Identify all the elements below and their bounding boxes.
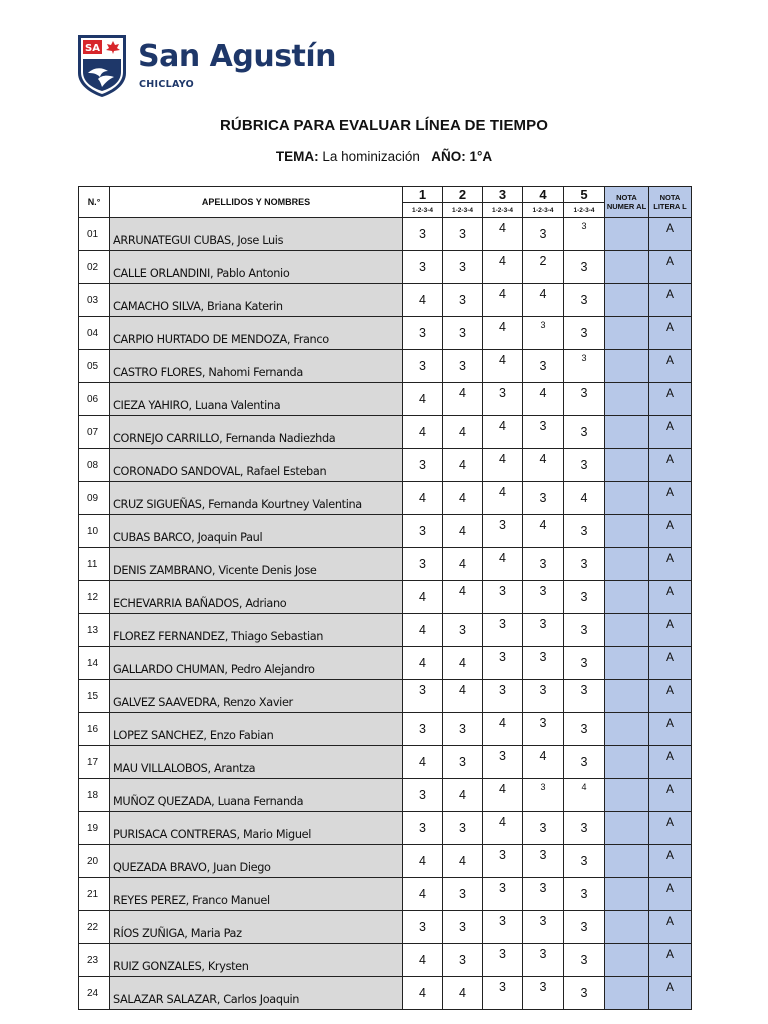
score-cell: 3: [564, 746, 605, 779]
nota-literal-cell: A: [649, 911, 692, 944]
score-cell: 4: [523, 515, 564, 548]
header-scale: 1-2-3-4: [403, 203, 443, 218]
student-name: DENIS ZAMBRANO, Vicente Denis Jose: [110, 548, 403, 581]
score-cell: 3: [483, 647, 523, 680]
row-number: 15: [79, 680, 110, 713]
score-cell: 3: [403, 911, 443, 944]
nota-literal-cell: A: [649, 251, 692, 284]
score-cell: 3: [483, 977, 523, 1010]
row-number: 21: [79, 878, 110, 911]
score-cell: 3: [564, 680, 605, 713]
score-cell: 4: [443, 581, 483, 614]
score-cell: 3: [564, 548, 605, 581]
header-criterion: 5: [564, 187, 605, 203]
score-cell: 3: [483, 878, 523, 911]
score-cell: 3: [564, 515, 605, 548]
rubric-body: [79, 218, 692, 1010]
student-name: LOPEZ SANCHEZ, Enzo Fabian: [110, 713, 403, 746]
nota-literal-cell: A: [649, 713, 692, 746]
table-row: [79, 713, 692, 746]
score-cell: 3: [564, 218, 605, 251]
nota-numeral-cell: [605, 350, 649, 383]
nota-numeral-cell: [605, 251, 649, 284]
table-row: [79, 647, 692, 680]
table-row: [79, 812, 692, 845]
score-cell: 4: [403, 647, 443, 680]
table-row: [79, 449, 692, 482]
score-cell: 3: [564, 449, 605, 482]
score-cell: 3: [443, 812, 483, 845]
score-cell: 3: [564, 581, 605, 614]
score-cell: 4: [403, 284, 443, 317]
score-cell: 4: [523, 383, 564, 416]
table-row: [79, 515, 692, 548]
nota-numeral-cell: [605, 449, 649, 482]
student-name: CARPIO HURTADO DE MENDOZA, Franco: [110, 317, 403, 350]
anio-label: AÑO:: [431, 149, 466, 164]
row-number: 18: [79, 779, 110, 812]
score-cell: 3: [403, 680, 443, 713]
nota-numeral-cell: [605, 746, 649, 779]
nota-numeral-cell: [605, 944, 649, 977]
header-criterion: 4: [523, 187, 564, 203]
score-cell: 4: [523, 449, 564, 482]
score-cell: 3: [564, 251, 605, 284]
score-cell: 3: [483, 911, 523, 944]
table-row: [79, 416, 692, 449]
table-row: [79, 548, 692, 581]
shield-icon: [76, 33, 128, 99]
score-cell: 3: [564, 812, 605, 845]
score-cell: 3: [483, 383, 523, 416]
score-cell: 3: [564, 284, 605, 317]
nota-numeral-cell: [605, 581, 649, 614]
table-row: [79, 284, 692, 317]
score-cell: 3: [443, 317, 483, 350]
score-cell: 3: [564, 416, 605, 449]
nota-numeral-cell: [605, 284, 649, 317]
header-nota-numeral: NOTA NUMER AL: [605, 187, 649, 218]
row-number: 06: [79, 383, 110, 416]
student-name: MAU VILLALOBOS, Arantza: [110, 746, 403, 779]
nota-literal-cell: A: [649, 779, 692, 812]
student-name: CRUZ SIGUEÑAS, Fernanda Kourtney Valentina: [110, 482, 403, 515]
score-cell: 3: [523, 416, 564, 449]
nota-literal-cell: A: [649, 284, 692, 317]
student-name: RÍOS ZUÑIGA, Maria Paz: [110, 911, 403, 944]
score-cell: 3: [564, 878, 605, 911]
score-cell: 3: [403, 449, 443, 482]
score-cell: 3: [443, 350, 483, 383]
score-cell: 3: [523, 911, 564, 944]
score-cell: 3: [483, 680, 523, 713]
header-scale: 1-2-3-4: [564, 203, 605, 218]
score-cell: 3: [523, 944, 564, 977]
score-cell: 4: [443, 680, 483, 713]
table-row: [79, 581, 692, 614]
score-cell: 3: [523, 845, 564, 878]
score-cell: 3: [403, 548, 443, 581]
score-cell: 4: [483, 218, 523, 251]
score-cell: 3: [443, 713, 483, 746]
score-cell: 4: [443, 416, 483, 449]
student-name: SALAZAR SALAZAR, Carlos Joaquin: [110, 977, 403, 1010]
table-row: [79, 878, 692, 911]
score-cell: 4: [483, 548, 523, 581]
nota-literal-cell: A: [649, 944, 692, 977]
tema-value: La hominización: [322, 149, 420, 164]
score-cell: 3: [483, 944, 523, 977]
score-cell: 3: [403, 515, 443, 548]
score-cell: 4: [483, 317, 523, 350]
score-cell: 4: [443, 845, 483, 878]
score-cell: 4: [403, 383, 443, 416]
score-cell: 3: [483, 581, 523, 614]
score-cell: 4: [483, 812, 523, 845]
score-cell: 4: [523, 746, 564, 779]
row-number: 17: [79, 746, 110, 779]
header-no: N.°: [79, 187, 110, 218]
nota-numeral-cell: [605, 779, 649, 812]
score-cell: 4: [443, 482, 483, 515]
score-cell: 3: [523, 218, 564, 251]
score-cell: 3: [523, 977, 564, 1010]
student-name: CORONADO SANDOVAL, Rafael Esteban: [110, 449, 403, 482]
document-subtitle: [0, 149, 768, 164]
nota-numeral-cell: [605, 383, 649, 416]
table-row: [79, 482, 692, 515]
table-row: [79, 845, 692, 878]
score-cell: 3: [523, 317, 564, 350]
student-name: CALLE ORLANDINI, Pablo Antonio: [110, 251, 403, 284]
score-cell: 3: [564, 350, 605, 383]
row-number: 02: [79, 251, 110, 284]
score-cell: 4: [403, 614, 443, 647]
student-name: CUBAS BARCO, Joaquin Paul: [110, 515, 403, 548]
score-cell: 3: [523, 482, 564, 515]
nota-numeral-cell: [605, 713, 649, 746]
table-row: [79, 680, 692, 713]
table-row: [79, 614, 692, 647]
nota-numeral-cell: [605, 911, 649, 944]
row-number: 22: [79, 911, 110, 944]
student-name: ECHEVARRIA BAÑADOS, Adriano: [110, 581, 403, 614]
score-cell: 4: [403, 746, 443, 779]
score-cell: 3: [564, 647, 605, 680]
score-cell: 3: [523, 350, 564, 383]
score-cell: 3: [403, 779, 443, 812]
score-cell: 3: [523, 680, 564, 713]
score-cell: 3: [443, 944, 483, 977]
student-name: CORNEJO CARRILLO, Fernanda Nadiezhda: [110, 416, 403, 449]
nota-literal-cell: A: [649, 614, 692, 647]
row-number: 11: [79, 548, 110, 581]
score-cell: 4: [483, 416, 523, 449]
score-cell: 3: [443, 284, 483, 317]
nota-numeral-cell: [605, 878, 649, 911]
score-cell: 3: [443, 251, 483, 284]
score-cell: 3: [564, 383, 605, 416]
table-row: [79, 251, 692, 284]
row-number: 14: [79, 647, 110, 680]
nota-literal-cell: A: [649, 680, 692, 713]
row-number: 04: [79, 317, 110, 350]
tema-label: TEMA:: [275, 149, 319, 164]
nota-literal-cell: A: [649, 350, 692, 383]
score-cell: 4: [403, 845, 443, 878]
student-name: CASTRO FLORES, Nahomi Fernanda: [110, 350, 403, 383]
nota-literal-cell: A: [649, 317, 692, 350]
score-cell: 3: [403, 812, 443, 845]
score-cell: 3: [523, 812, 564, 845]
row-number: 16: [79, 713, 110, 746]
score-cell: 4: [443, 449, 483, 482]
score-cell: 2: [523, 251, 564, 284]
nota-numeral-cell: [605, 515, 649, 548]
row-number: 07: [79, 416, 110, 449]
school-logo: [76, 33, 337, 99]
nota-numeral-cell: [605, 680, 649, 713]
rubric-table: [78, 186, 692, 1010]
score-cell: 4: [443, 647, 483, 680]
header-criterion: 2: [443, 187, 483, 203]
score-cell: 3: [523, 548, 564, 581]
score-cell: 4: [403, 944, 443, 977]
nota-literal-cell: A: [649, 581, 692, 614]
brand-name: San Agustín: [138, 39, 337, 74]
table-row: [79, 218, 692, 251]
row-number: 01: [79, 218, 110, 251]
score-cell: 4: [443, 383, 483, 416]
score-cell: 4: [564, 779, 605, 812]
score-cell: 3: [523, 713, 564, 746]
row-number: 13: [79, 614, 110, 647]
nota-literal-cell: A: [649, 812, 692, 845]
student-name: CIEZA YAHIRO, Luana Valentina: [110, 383, 403, 416]
score-cell: 3: [523, 779, 564, 812]
row-number: 19: [79, 812, 110, 845]
score-cell: 4: [483, 779, 523, 812]
score-cell: 4: [564, 482, 605, 515]
student-name: GALLARDO CHUMAN, Pedro Alejandro: [110, 647, 403, 680]
nota-literal-cell: A: [649, 449, 692, 482]
table-row: [79, 911, 692, 944]
student-name: PURISACA CONTRERAS, Mario Miguel: [110, 812, 403, 845]
header-criterion: 3: [483, 187, 523, 203]
score-cell: 3: [403, 218, 443, 251]
score-cell: 4: [483, 713, 523, 746]
score-cell: 3: [403, 713, 443, 746]
row-number: 12: [79, 581, 110, 614]
student-name: ARRUNATEGUI CUBAS, Jose Luis: [110, 218, 403, 251]
score-cell: 4: [403, 482, 443, 515]
nota-numeral-cell: [605, 416, 649, 449]
nota-literal-cell: A: [649, 878, 692, 911]
nota-literal-cell: A: [649, 515, 692, 548]
score-cell: 3: [403, 317, 443, 350]
score-cell: 4: [403, 581, 443, 614]
nota-numeral-cell: [605, 845, 649, 878]
student-name: MUÑOZ QUEZADA, Luana Fernanda: [110, 779, 403, 812]
score-cell: 4: [483, 284, 523, 317]
row-number: 23: [79, 944, 110, 977]
score-cell: 3: [483, 614, 523, 647]
score-cell: 3: [443, 218, 483, 251]
row-number: 10: [79, 515, 110, 548]
student-name: REYES PEREZ, Franco Manuel: [110, 878, 403, 911]
score-cell: 3: [443, 746, 483, 779]
score-cell: 3: [564, 713, 605, 746]
table-row: [79, 977, 692, 1010]
score-cell: 3: [443, 911, 483, 944]
header-criterion: 1: [403, 187, 443, 203]
score-cell: 3: [523, 581, 564, 614]
score-cell: 4: [483, 482, 523, 515]
header-nota-literal: NOTA LITERA L: [649, 187, 692, 218]
student-name: FLOREZ FERNANDEZ, Thiago Sebastian: [110, 614, 403, 647]
nota-numeral-cell: [605, 614, 649, 647]
score-cell: 3: [483, 515, 523, 548]
score-cell: 3: [564, 317, 605, 350]
student-name: CAMACHO SILVA, Briana Katerin: [110, 284, 403, 317]
score-cell: 3: [443, 878, 483, 911]
score-cell: 4: [483, 449, 523, 482]
table-row: [79, 350, 692, 383]
score-cell: 3: [403, 350, 443, 383]
nota-literal-cell: A: [649, 548, 692, 581]
row-number: 20: [79, 845, 110, 878]
nota-literal-cell: A: [649, 218, 692, 251]
nota-literal-cell: A: [649, 845, 692, 878]
row-number: 09: [79, 482, 110, 515]
score-cell: 3: [564, 944, 605, 977]
row-number: 05: [79, 350, 110, 383]
score-cell: 3: [443, 614, 483, 647]
score-cell: 3: [483, 746, 523, 779]
score-cell: 3: [523, 878, 564, 911]
score-cell: 3: [564, 977, 605, 1010]
score-cell: 4: [483, 251, 523, 284]
nota-literal-cell: A: [649, 647, 692, 680]
table-row: [79, 383, 692, 416]
score-cell: 4: [443, 548, 483, 581]
student-name: RUIZ GONZALES, Krysten: [110, 944, 403, 977]
nota-numeral-cell: [605, 548, 649, 581]
nota-numeral-cell: [605, 317, 649, 350]
row-number: 03: [79, 284, 110, 317]
nota-literal-cell: A: [649, 977, 692, 1010]
score-cell: 4: [483, 350, 523, 383]
nota-literal-cell: A: [649, 416, 692, 449]
nota-numeral-cell: [605, 977, 649, 1010]
table-row: [79, 779, 692, 812]
row-number: 08: [79, 449, 110, 482]
header-name: APELLIDOS Y NOMBRES: [110, 187, 403, 218]
table-row: [79, 944, 692, 977]
brand-city: CHICLAYO: [139, 79, 194, 90]
score-cell: 3: [523, 614, 564, 647]
score-cell: 4: [403, 416, 443, 449]
score-cell: 3: [483, 845, 523, 878]
nota-literal-cell: A: [649, 482, 692, 515]
student-name: GALVEZ SAAVEDRA, Renzo Xavier: [110, 680, 403, 713]
header-scale: 1-2-3-4: [523, 203, 564, 218]
score-cell: 3: [564, 614, 605, 647]
header-scale: 1-2-3-4: [443, 203, 483, 218]
score-cell: 4: [523, 284, 564, 317]
student-name: QUEZADA BRAVO, Juan Diego: [110, 845, 403, 878]
score-cell: 4: [443, 977, 483, 1010]
nota-literal-cell: A: [649, 746, 692, 779]
nota-numeral-cell: [605, 218, 649, 251]
table-row: [79, 746, 692, 779]
header-scale: 1-2-3-4: [483, 203, 523, 218]
score-cell: 3: [523, 647, 564, 680]
anio-value: 1°A: [469, 149, 493, 164]
nota-numeral-cell: [605, 482, 649, 515]
score-cell: 3: [564, 845, 605, 878]
score-cell: 4: [403, 878, 443, 911]
score-cell: 4: [403, 977, 443, 1010]
score-cell: 3: [403, 251, 443, 284]
nota-numeral-cell: [605, 647, 649, 680]
svg-text:SA: SA: [85, 43, 100, 54]
nota-numeral-cell: [605, 812, 649, 845]
nota-literal-cell: A: [649, 383, 692, 416]
table-row: [79, 317, 692, 350]
score-cell: 3: [564, 911, 605, 944]
row-number: 24: [79, 977, 110, 1010]
score-cell: 4: [443, 779, 483, 812]
document-title: RÚBRICA PARA EVALUAR LÍNEA DE TIEMPO: [219, 117, 549, 134]
score-cell: 4: [443, 515, 483, 548]
